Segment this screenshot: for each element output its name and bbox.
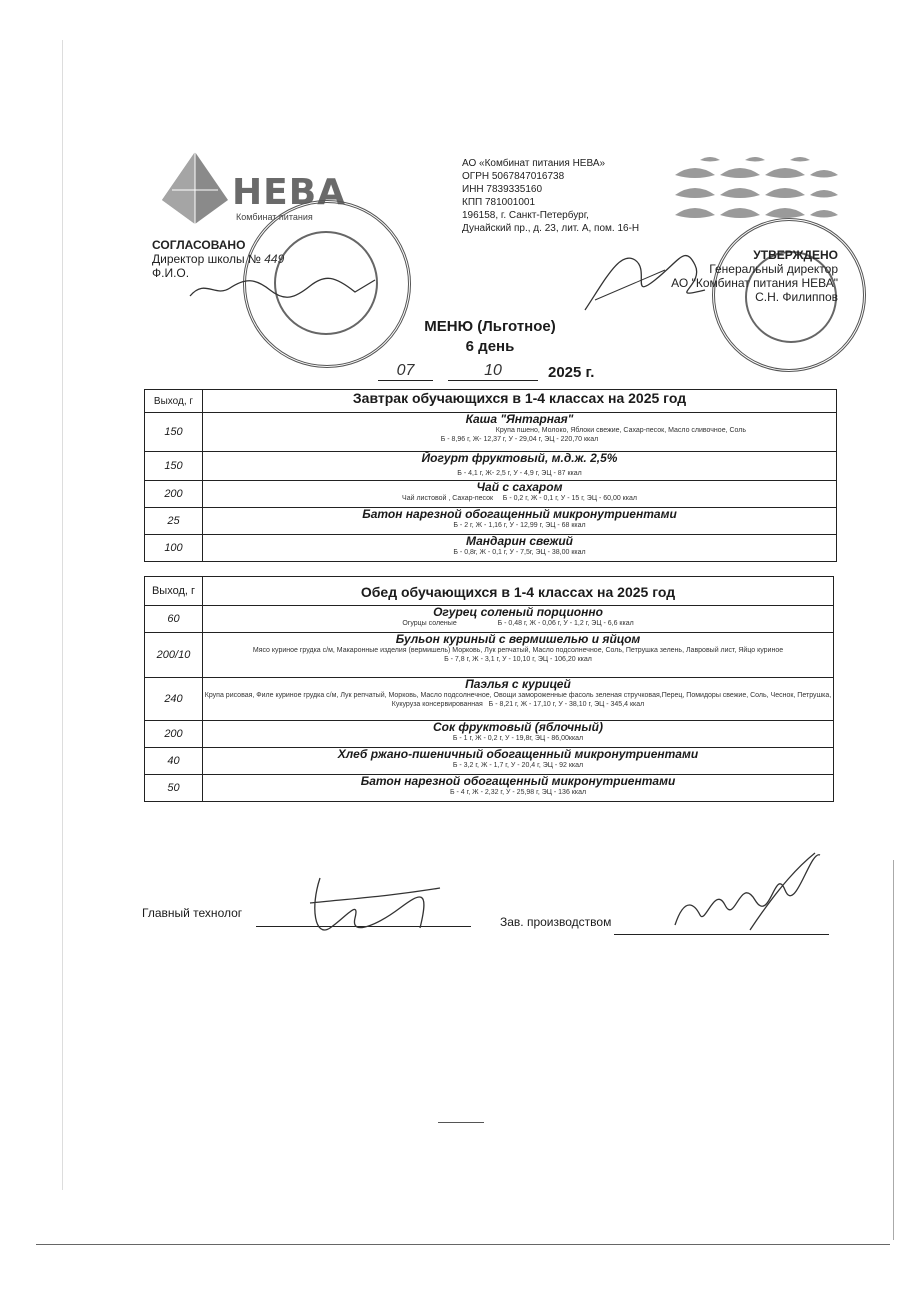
dish-name: Батон нарезной обогащенный микронутриентами xyxy=(362,507,677,521)
approved-title: УТВЕРЖДЕНО xyxy=(753,248,838,262)
date-year: 2025 г. xyxy=(548,364,595,381)
dish-name: Сок фруктовый (яблочный) xyxy=(433,720,603,734)
school-number: 449 xyxy=(264,252,285,266)
menu-date xyxy=(368,362,608,384)
dish-name: Батон нарезной обогащенный микронутриентами xyxy=(360,774,676,788)
item-cell xyxy=(203,413,837,452)
table-row xyxy=(145,481,837,508)
menu-title: МЕНЮ (Льготное) xyxy=(424,318,556,335)
dish-name: Йогурт фруктовый, м.д.ж. 2,5% xyxy=(421,451,618,465)
dish-name: Паэлья с курицей xyxy=(465,677,571,691)
item-qty: 50 xyxy=(145,775,203,802)
director-signature-icon xyxy=(185,268,385,306)
dish-name: Каша "Янтарная" xyxy=(465,412,574,426)
item-cell xyxy=(203,775,834,802)
dish-nutrition: Б - 0,8г, Ж - 0,1 г, У - 7,5г, ЭЦ - 38,00 ккал xyxy=(453,549,586,556)
approved-company: АО "Комбинат питания НЕВА" xyxy=(671,276,838,290)
item-qty: 150 xyxy=(145,452,203,481)
dish-name: Хлеб ржано-пшеничный обогащенный микронутриентами xyxy=(337,747,699,761)
item-cell xyxy=(203,508,837,535)
table-row xyxy=(145,452,837,481)
table-row xyxy=(145,678,834,721)
dish-name: Огурец соленый порционно xyxy=(433,605,603,619)
dish-ingredients: Огурцы соленые xyxy=(402,620,457,627)
approved-position: Генеральный директор xyxy=(709,262,838,276)
item-cell xyxy=(203,748,834,775)
company-line: ОГРН 5067847016738 xyxy=(462,171,565,182)
item-qty: 200 xyxy=(145,481,203,508)
table-row xyxy=(145,775,834,802)
dish-ingredients: Мясо куриное грудка с/м, Макаронные изделия (вермишель) Морковь, Лук репчатый, Масло подсолнечное, Соль, Петрушка зелень, Лавровый лист, Яйцо куриное xyxy=(252,647,784,654)
table-row xyxy=(145,413,837,452)
approved-block xyxy=(600,248,838,304)
dish-nutrition: Б - 7,8 г, Ж - 3,1 г, У - 10,10 г, ЭЦ - 106,20 ккал xyxy=(444,656,592,663)
logo-diamond-icon xyxy=(160,150,230,225)
item-qty: 25 xyxy=(145,508,203,535)
lunch-header-row xyxy=(145,577,834,606)
dish-nutrition: Б - 8,96 г, Ж- 12,37 г, У - 29,04 г, ЭЦ - 220,70 ккал xyxy=(440,436,599,443)
scan-bottom-line xyxy=(36,1244,890,1245)
item-qty: 40 xyxy=(145,748,203,775)
company-line: Дунайский пр., д. 23, лит. А, пом. 16-Н xyxy=(462,223,640,234)
item-cell xyxy=(203,678,834,721)
company-info xyxy=(462,157,682,235)
item-qty: 240 xyxy=(145,678,203,721)
scan-right-edge xyxy=(893,860,894,1240)
lunch-table xyxy=(144,576,834,802)
breakfast-title: Завтрак обучающихся в 1-4 классах на 2025 год xyxy=(203,390,837,413)
dish-ingredients-line xyxy=(203,691,833,709)
dish-ingredients: Крупа рисовая, Филе куриное грудка с/м, Лук репчатый, Морковь, Масло подсолнечное, Овощи замороженные фасоль зеленая стручковая,Перец, Помидоры свежие, Соль, Чеснок, Петрушка, Кукуруза консервированная xyxy=(204,692,832,708)
table-row xyxy=(145,633,834,678)
logo-text: НЕВА xyxy=(232,172,347,213)
wave-pattern-icon xyxy=(670,150,840,225)
agreed-title: СОГЛАСОВАНО xyxy=(152,238,246,252)
dish-nutrition-line xyxy=(203,619,833,628)
item-cell xyxy=(203,535,837,562)
dish-nutrition: Б - 3,2 г, Ж - 1,7 г, У - 20,4 г, ЭЦ - 92 ккал xyxy=(452,762,584,769)
logo-subtitle: Комбинат питания xyxy=(236,212,313,222)
dish-nutrition: Б - 4,1 г, Ж- 2,5 г, У - 4,9 г, ЭЦ - 87 ккал xyxy=(457,470,582,477)
dish-nutrition: Б - 2 г, Ж - 1,16 г, У - 12,99 г, ЭЦ - 68 ккал xyxy=(453,522,586,529)
dish-ingredients: Крупа пшено, Молоко, Яблоки свежие, Сахар-песок, Масло сливочное, Соль xyxy=(495,427,746,434)
dish-nutrition: Б - 0,2 г, Ж - 0,1 г, У - 15 г, ЭЦ - 60,00 ккал xyxy=(502,495,637,502)
item-cell xyxy=(203,481,837,508)
item-cell xyxy=(203,452,837,481)
table-row xyxy=(145,721,834,748)
lunch-title: Обед обучающихся в 1-4 классах на 2025 год xyxy=(203,577,834,606)
scan-left-edge xyxy=(62,40,63,1190)
item-cell xyxy=(203,633,834,678)
breakfast-qty-header: Выход, г xyxy=(145,390,203,413)
company-line: ИНН 7839335160 xyxy=(462,184,543,195)
menu-day: 6 день xyxy=(465,338,515,355)
dish-name: Чай с сахаром xyxy=(476,480,563,494)
item-qty: 100 xyxy=(145,535,203,562)
scan-mark xyxy=(438,1122,484,1123)
company-line: КПП 781001001 xyxy=(462,197,536,208)
item-cell xyxy=(203,606,834,633)
table-row xyxy=(145,606,834,633)
approved-name: С.Н. Филиппов xyxy=(755,290,838,304)
production-head-signature-icon xyxy=(660,845,830,935)
dish-nutrition: Б - 1 г, Ж - 0,2 г, У - 19,8г, ЭЦ - 86,00ккал xyxy=(452,735,584,742)
item-qty: 150 xyxy=(145,413,203,452)
chief-technologist-label: Главный технолог xyxy=(142,906,243,920)
dish-name: Бульон куриный с вермишелью и яйцом xyxy=(395,632,641,646)
item-qty: 200 xyxy=(145,721,203,748)
item-cell xyxy=(203,721,834,748)
agreed-director-line xyxy=(152,252,412,266)
dish-nutrition-line xyxy=(203,494,836,503)
dish-nutrition: Б - 4 г, Ж - 2,32 г, У - 25,98 г, ЭЦ - 136 ккал xyxy=(449,789,587,796)
table-row xyxy=(145,508,837,535)
table-row xyxy=(145,748,834,775)
date-month-field: 10 xyxy=(448,362,538,381)
item-qty: 60 xyxy=(145,606,203,633)
date-day-field: 07 xyxy=(378,362,433,381)
dish-nutrition: Б - 0,48 г, Ж - 0,06 г, У - 1,2 г, ЭЦ - 6,6 ккал xyxy=(497,620,634,627)
dish-name: Мандарин свежий xyxy=(465,534,574,548)
agreed-fio-label: Ф.И.О. xyxy=(152,266,190,280)
dish-nutrition: Б - 8,21 г, Ж - 17,10 г, У - 38,10 г, ЭЦ - 345,4 ккал xyxy=(488,701,645,708)
table-row xyxy=(145,535,837,562)
agreed-director-label: Директор школы № xyxy=(152,252,261,266)
item-qty: 200/10 xyxy=(145,633,203,678)
lunch-qty-header: Выход, г xyxy=(145,577,203,606)
company-line: 196158, г. Санкт-Петербург, xyxy=(462,210,589,221)
production-head-label: Зав. производством xyxy=(500,915,612,929)
breakfast-header-row xyxy=(145,390,837,413)
company-line: АО «Комбинат питания НЕВА» xyxy=(462,158,606,169)
technologist-signature-icon xyxy=(300,868,450,948)
breakfast-table xyxy=(144,389,837,562)
dish-ingredients: Чай листовой , Сахар-песок xyxy=(402,495,494,502)
